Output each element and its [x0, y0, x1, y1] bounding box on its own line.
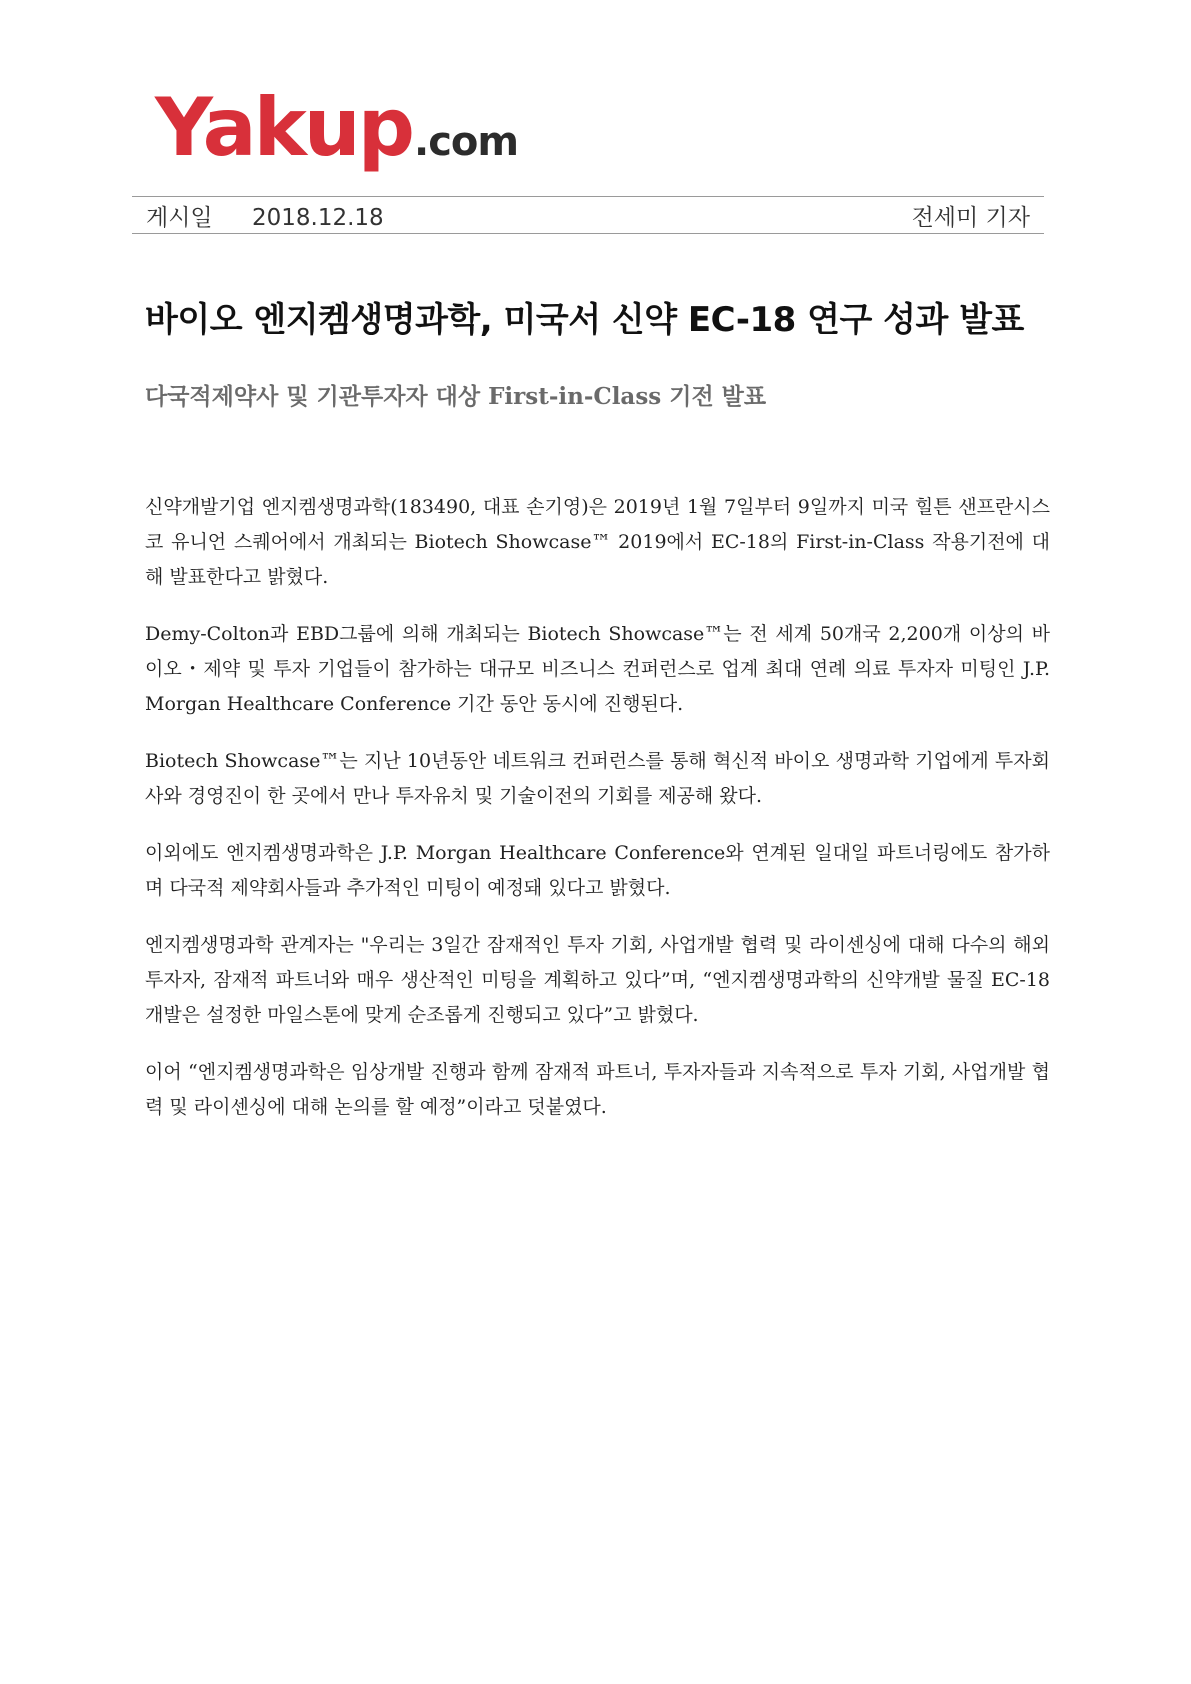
- article-paragraph: 신약개발기업 엔지켐생명과학(183490, 대표 손기영)은 2019년 1월 7일부터 9일까지 미국 힐튼 샌프란시스코 유니언 스퀘어에서 개최되는 Biotech Showcase™ 2019에서 EC-18의 First-in-Class 작용기전에 대해 발표한다고 밝혔다.: [145, 496, 1050, 588]
- logo-main-text: Yakup: [155, 81, 412, 174]
- publish-date-label: 게시일: [146, 204, 213, 231]
- article-headline: 바이오 엔지켐생명과학, 미국서 신약 EC-18 연구 성과 발표: [145, 300, 1024, 340]
- publish-date: 2018.12.18: [251, 204, 384, 231]
- article-paragraph: 이어 “엔지켐생명과학은 임상개발 진행과 함께 잠재적 파트너, 투자자들과 지속적으로 투자 기회, 사업개발 협력 및 라이센싱에 대해 논의를 할 예정”이라고 덧붙였다.: [145, 1061, 1050, 1118]
- logo-suffix-text: .com: [414, 119, 519, 165]
- article-paragraph: 엔지켐생명과학 관계자는 "우리는 3일간 잠재적인 투자 기회, 사업개발 협력 및 라이센싱에 대해 다수의 해외 투자자, 잠재적 파트너와 매우 생산적인 미팅을 계획하고 있다”며, “엔지켐생명과학의 신약개발 물질 EC-18 개발은 설정한 마일스톤에 맞게 순조롭게 진행되고 있다”고 밝혔다.: [145, 934, 1050, 1026]
- article-meta-bar: [132, 196, 1044, 234]
- article-paragraph: 이외에도 엔지켐생명과학은 J.P. Morgan Healthcare Conference와 연계된 일대일 파트너링에도 참가하며 다국적 제약회사들과 추가적인 미팅이 예정돼 있다고 밝혔다.: [145, 842, 1050, 899]
- yakup-logo[interactable]: [155, 81, 519, 174]
- article-paragraph: Demy-Colton과 EBD그룹에 의해 개최되는 Biotech Showcase™는 전 세계 50개국 2,200개 이상의 바이오・제약 및 투자 기업들이 참가하는 대규모 비즈니스 컨퍼런스로 업계 최대 연례 의료 투자자 미팅인 J.P. Morgan Healthcare Conference 기간 동안 동시에 진행된다.: [145, 623, 1050, 715]
- publish-date-group: [146, 199, 384, 232]
- author-byline: 전세미 기자: [911, 204, 1030, 231]
- article-paragraph: Biotech Showcase™는 지난 10년동안 네트워크 컨퍼런스를 통해 혁신적 바이오 생명과학 기업에게 투자회사와 경영진이 한 곳에서 만나 투자유치 및 기술이전의 기회를 제공해 왔다.: [145, 750, 1050, 807]
- article-subheadline: 다국적제약사 및 기관투자자 대상 First-in-Class 기전 발표: [145, 383, 767, 410]
- article-body: [145, 490, 1050, 1147]
